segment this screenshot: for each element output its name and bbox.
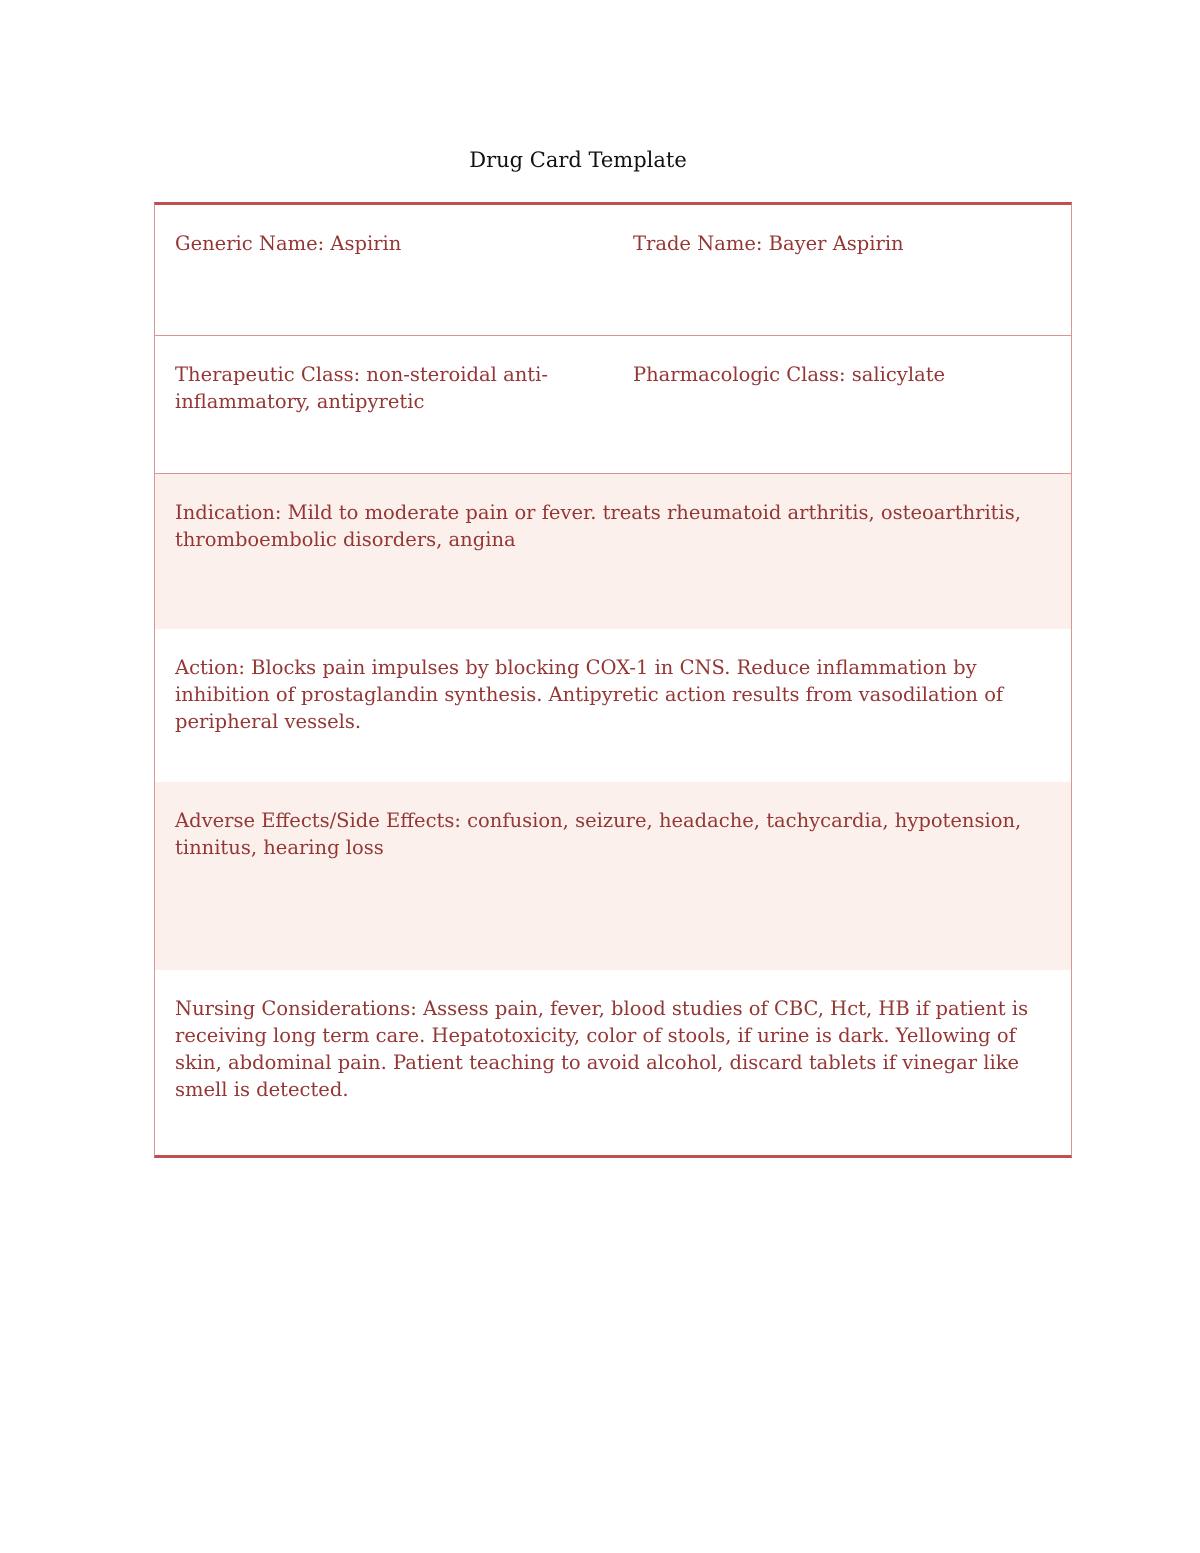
drug-card-table (154, 202, 1072, 1158)
generic-name-cell: Generic Name: Aspirin (175, 232, 402, 255)
indication-text: Indication: Mild to moderate pain or fever. treats rheumatoid arthritis, osteoarthritis, thromboembolic disorders, angina (175, 501, 1021, 551)
indication-row (155, 474, 1071, 629)
trade-name-cell: Trade Name: Bayer Aspirin (633, 232, 904, 255)
names-row (155, 205, 1071, 336)
therapeutic-class-cell: Therapeutic Class: non-steroidal anti-inflammatory, antipyretic (175, 363, 548, 413)
pharmacologic-class-cell: Pharmacologic Class: salicylate (633, 363, 946, 386)
nursing-considerations-text: Nursing Considerations: Assess pain, fever, blood studies of CBC, Hct, HB if patient is receiving long term care. Hepatotoxicity, color of stools, if urine is dark. Yellowing of skin, abdominal pain. Patient teaching to avoid alcohol, discard tablets if vinegar like smell is detected. (175, 997, 1029, 1101)
adverse-effects-row (155, 782, 1071, 970)
nursing-considerations-row (155, 970, 1071, 1155)
action-text: Action: Blocks pain impulses by blocking COX-1 in CNS. Reduce inflammation by inhibition of prostaglandin synthesis. Antipyretic action results from vasodilation of peripheral vessels. (175, 656, 1004, 733)
adverse-effects-text: Adverse Effects/Side Effects: confusion, seizure, headache, tachycardia, hypotension, tinnitus, hearing loss (175, 809, 1022, 859)
class-row (155, 336, 1071, 474)
page-title: Drug Card Template (469, 148, 687, 172)
action-row (155, 629, 1071, 782)
